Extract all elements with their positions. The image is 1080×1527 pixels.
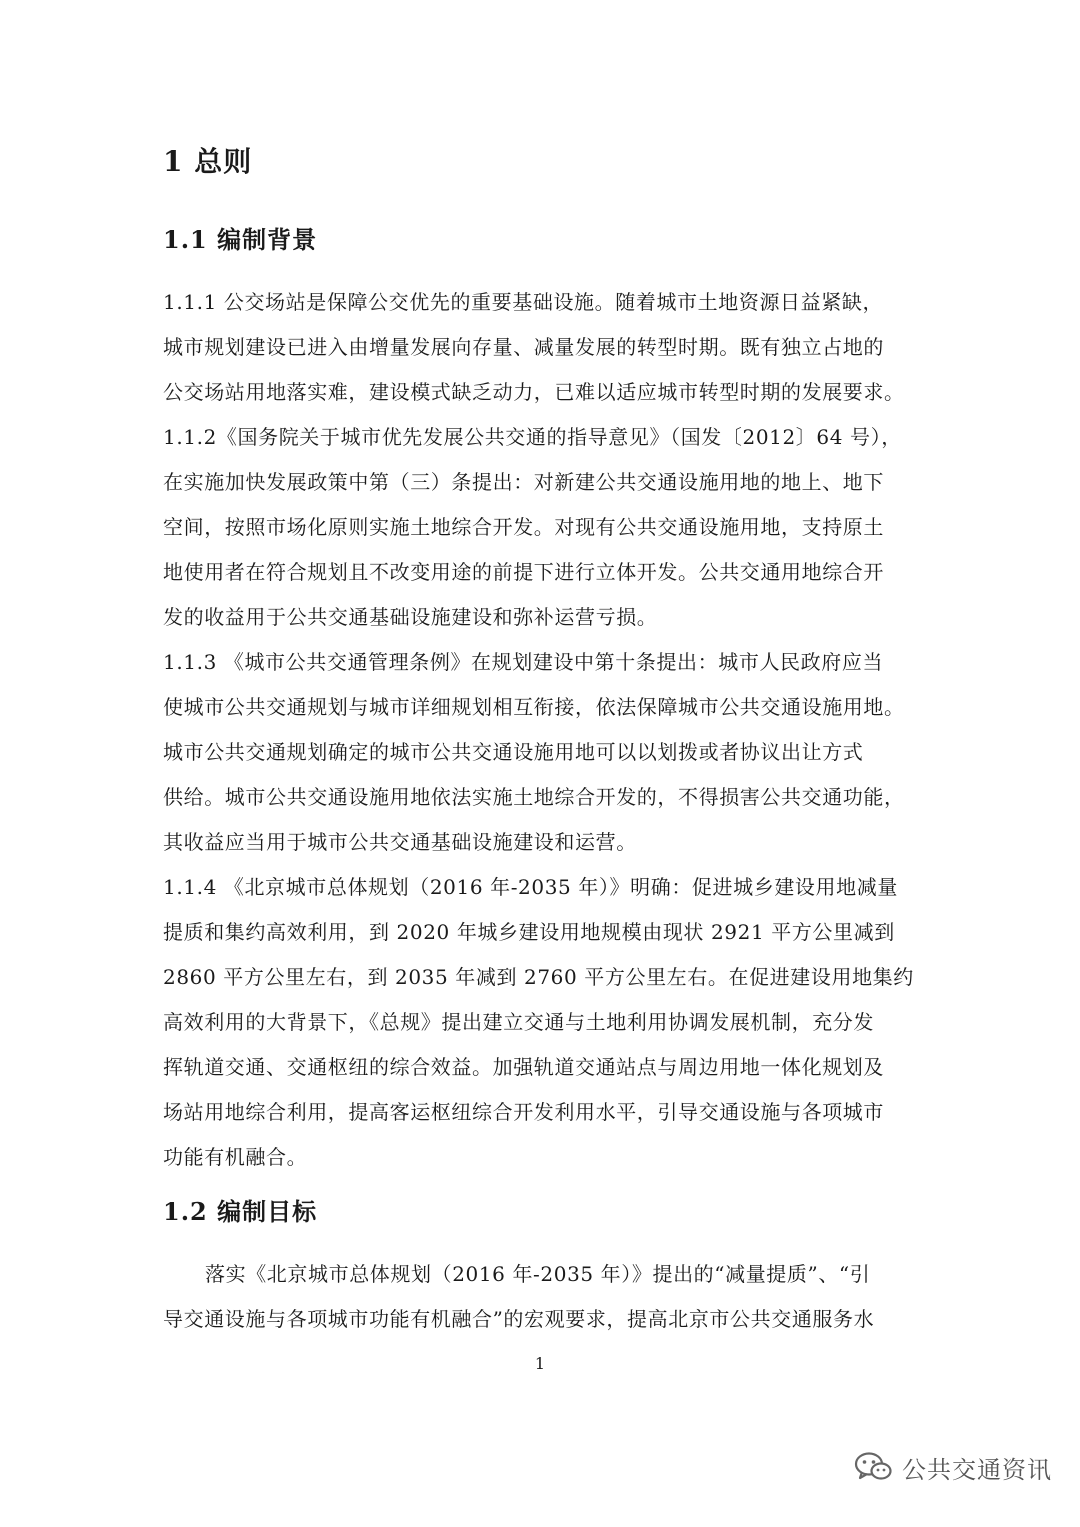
paragraph-line: 城市公共交通规划确定的城市公共交通设施用地可以以划拨或者协议出让方式 <box>163 740 864 764</box>
paragraph-line: 场站用地综合利用，提高客运枢纽综合开发利用水平，引导交通设施与各项城市 <box>163 1100 884 1124</box>
paragraph-line: 功能有机融合。 <box>163 1145 308 1169</box>
paragraph-line: 使城市公共交通规划与城市详细规划相互衔接，依法保障城市公共交通设施用地。 <box>163 695 905 719</box>
paragraph-line: 1.1.3 《城市公共交通管理条例》在规划建设中第十条提出：城市人民政府应当 <box>163 650 884 674</box>
chapter-title: 1 总则 <box>163 145 253 178</box>
wechat-icon <box>854 1451 892 1483</box>
paragraph-line: 1.1.4 《北京城市总体规划（2016 年-2035 年）》明确：促进城乡建设用地减量 <box>163 875 898 899</box>
paragraph-line: 在实施加快发展政策中第（三）条提出：对新建公共交通设施用地的地上、地下 <box>163 470 884 494</box>
paragraph-line: 空间，按照市场化原则实施土地综合开发。对现有公共交通设施用地，支持原土 <box>163 515 884 539</box>
section-heading-background: 1.1 编制背景 <box>163 225 318 254</box>
paragraph-line: 地使用者在符合规划且不改变用途的前提下进行立体开发。公共交通用地综合开 <box>163 560 884 584</box>
paragraph-line: 城市规划建设已进入由增量发展向存量、减量发展的转型时期。既有独立占地的 <box>163 335 884 359</box>
paragraph-line: 挥轨道交通、交通枢纽的综合效益。加强轨道交通站点与周边用地一体化规划及 <box>163 1055 884 1079</box>
paragraph-line: 高效利用的大背景下，《总规》提出建立交通与土地利用协调发展机制，充分发 <box>163 1010 874 1034</box>
page-number: 1 <box>534 1354 546 1373</box>
watermark-text: 公共交通资讯 <box>902 1455 1052 1484</box>
paragraph-line: 提质和集约高效利用，到 2020 年城乡建设用地规模由现状 2921 平方公里减到 <box>163 920 895 944</box>
paragraph-line: 其收益应当用于城市公共交通基础设施建设和运营。 <box>163 830 637 854</box>
paragraph-line: 1.1.1 公交场站是保障公交优先的重要基础设施。随着城市土地资源日益紧缺， <box>163 290 884 314</box>
watermark <box>854 1447 1052 1487</box>
paragraph-line: 发的收益用于公共交通基础设施建设和弥补运营亏损。 <box>163 605 658 629</box>
section-heading-objectives: 1.2 编制目标 <box>163 1197 318 1226</box>
paragraph-line: 供给。城市公共交通设施用地依法实施土地综合开发的，不得损害公共交通功能， <box>163 785 905 809</box>
paragraph-line: 导交通设施与各项城市功能有机融合”的宏观要求，提高北京市公共交通服务水 <box>163 1307 875 1331</box>
paragraph-line: 2860 平方公里左右，到 2035 年减到 2760 平方公里左右。在促进建设用地集约 <box>163 965 914 989</box>
paragraph-line: 落实《北京城市总体规划（2016 年-2035 年）》提出的“减量提质”、“引 <box>205 1262 871 1286</box>
paragraph-line: 1.1.2《国务院关于城市优先发展公共交通的指导意见》（国发〔2012〕64 号）， <box>163 425 902 449</box>
paragraph-line: 公交场站用地落实难，建设模式缺乏动力，已难以适应城市转型时期的发展要求。 <box>163 380 905 404</box>
